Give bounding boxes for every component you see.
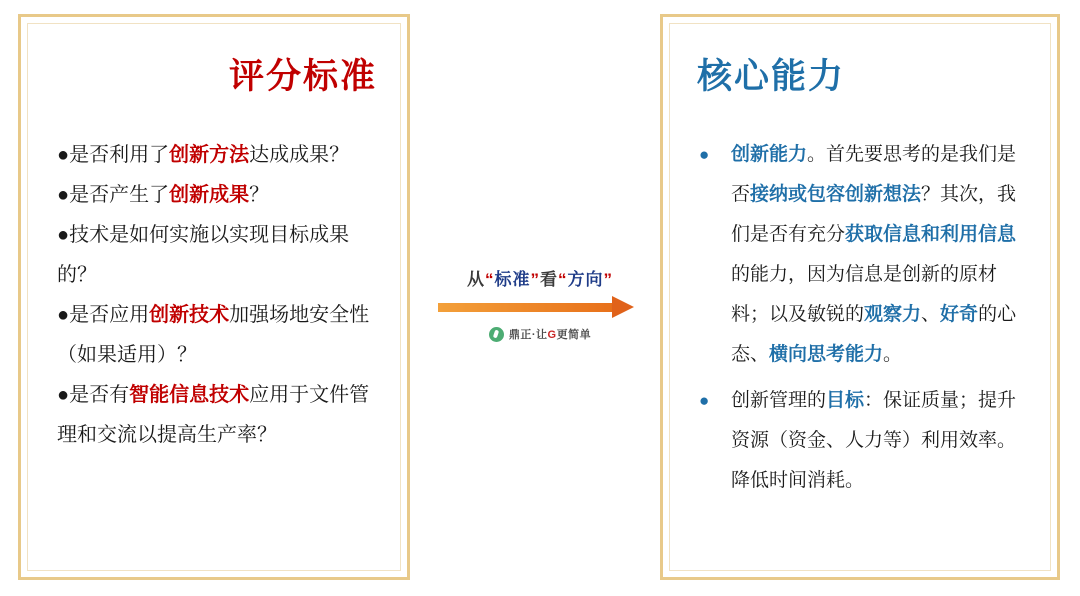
right-item-0-run-0: 创新能力 bbox=[731, 144, 808, 165]
left-panel bbox=[18, 14, 410, 580]
right-item-0-run-8: 好奇 bbox=[940, 304, 979, 325]
brand-logo bbox=[430, 326, 650, 342]
left-bullet-item bbox=[57, 295, 387, 375]
center-caption-run-2: 标准 bbox=[494, 270, 531, 289]
left-panel-title: 评分标准 bbox=[228, 57, 377, 96]
left-bullet-item bbox=[57, 375, 387, 455]
left-item-1-run-2: ？ bbox=[249, 184, 270, 206]
center-caption-run-7: ” bbox=[603, 270, 613, 289]
bullet-dot-icon: ● bbox=[699, 391, 710, 410]
right-item-1-run-0: 创新管理的 bbox=[731, 390, 827, 411]
left-item-4-run-0: ●是否有 bbox=[57, 384, 130, 406]
right-panel bbox=[660, 14, 1060, 580]
left-item-0-run-1: 创新方法 bbox=[169, 144, 250, 166]
left-item-3-run-1: 创新技术 bbox=[149, 304, 230, 326]
left-item-4-run-1: 智能信息技术 bbox=[129, 384, 250, 406]
left-bullet-item bbox=[57, 135, 387, 175]
right-item-0-run-5: 的能力，因为信息是创新的原材料；以及敏锐的 bbox=[731, 264, 998, 325]
right-item-1-run-1: 目标 bbox=[826, 390, 865, 411]
center-caption-run-4: 看 bbox=[540, 270, 558, 289]
right-item-0-run-1: 。首先要思考的是我们是否 bbox=[731, 144, 1017, 205]
left-item-2-run-0: ●技术是如何实施以实现目标成果的？ bbox=[57, 224, 350, 286]
left-item-1-run-0: ●是否产生了 bbox=[57, 184, 170, 206]
right-item-1-run-2: ：保证质量；提升资源（资金、人力等）利用效率。降低时间消耗。 bbox=[731, 390, 1017, 491]
center-caption-run-1: “ bbox=[485, 270, 495, 289]
right-item-0-run-4: 获取信息和利用信息 bbox=[845, 224, 1017, 245]
left-item-1-run-1: 创新成果 bbox=[169, 184, 250, 206]
left-item-0-run-0: ●是否利用了 bbox=[57, 144, 170, 166]
brand-logo-text bbox=[509, 326, 591, 342]
right-item-0-run-6: 观察力 bbox=[864, 304, 922, 325]
center-transition-block bbox=[430, 265, 650, 342]
center-caption-run-3: ” bbox=[530, 270, 540, 289]
right-item-0-run-3: ？其次，我们是否有充分 bbox=[731, 184, 1017, 245]
right-item-0-run-2: 接纳或包容创新想法 bbox=[750, 184, 922, 205]
left-item-3-run-2: 加强场地安全性（如果适用）？ bbox=[57, 304, 370, 366]
right-item-0-run-10: 横向思考能力 bbox=[769, 344, 884, 365]
arrow-bar bbox=[438, 303, 614, 312]
arrow-head bbox=[612, 296, 634, 318]
brand-text-accent: G bbox=[547, 329, 557, 341]
center-caption-run-6: 方向 bbox=[567, 270, 604, 289]
right-item-0-run-9: 的心态、 bbox=[731, 304, 1017, 365]
right-panel-body bbox=[693, 135, 1033, 507]
left-item-4-run-2: 应用于文件管理和交流以提高生产率？ bbox=[57, 384, 370, 446]
left-item-0-run-2: 达成成果？ bbox=[249, 144, 350, 166]
left-item-3-run-0: ●是否应用 bbox=[57, 304, 150, 326]
right-arrow-icon bbox=[430, 298, 650, 316]
right-panel-title: 核心能力 bbox=[697, 57, 846, 96]
leaf-logo-icon bbox=[489, 327, 504, 342]
center-caption bbox=[430, 265, 650, 290]
left-bullet-item bbox=[57, 215, 387, 295]
right-bullet-item bbox=[693, 381, 1033, 501]
right-item-0-run-11: 。 bbox=[883, 344, 903, 365]
left-bullet-item bbox=[57, 175, 387, 215]
brand-text-suffix: 更简单 bbox=[556, 329, 592, 341]
center-caption-run-0: 从 bbox=[467, 270, 485, 289]
right-item-0-run-7: 、 bbox=[921, 304, 941, 325]
right-bullet-item bbox=[693, 135, 1033, 375]
left-panel-body bbox=[57, 135, 387, 455]
center-caption-run-5: “ bbox=[558, 270, 568, 289]
bullet-dot-icon: ● bbox=[699, 145, 710, 164]
brand-text-prefix: 鼎正·让 bbox=[508, 329, 548, 341]
